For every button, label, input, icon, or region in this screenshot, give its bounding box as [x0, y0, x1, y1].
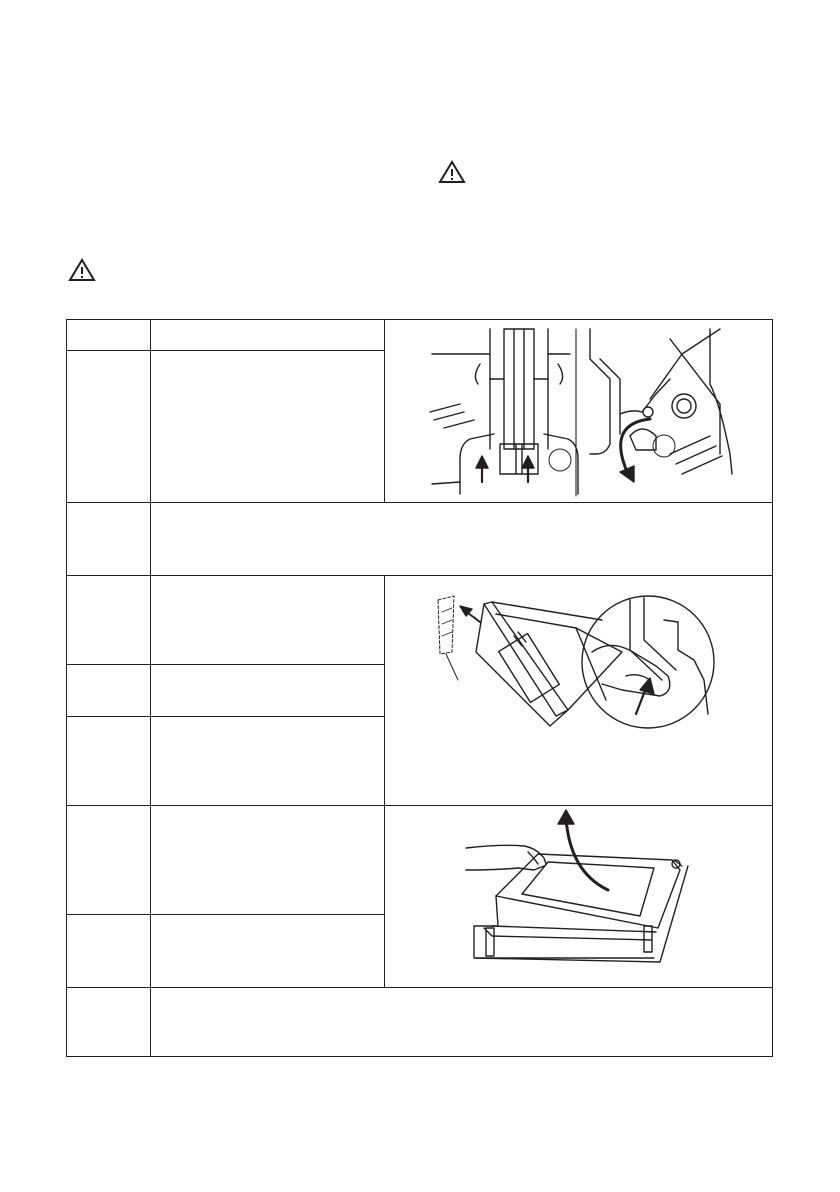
glass-panel-removal-illustration [462, 808, 702, 978]
figure-column-divider [384, 805, 385, 987]
step-column-divider [150, 319, 151, 1057]
figure-column-divider [384, 319, 385, 502]
door-hinge-illustration [420, 324, 770, 499]
warning-triangle-icon [68, 258, 96, 282]
door-tilt-illustration [426, 580, 726, 750]
row-divider [66, 914, 384, 915]
row-divider [66, 805, 773, 806]
row-divider [66, 716, 384, 717]
row-divider [66, 987, 773, 988]
row-divider [66, 350, 384, 351]
warning-triangle-icon [438, 160, 466, 184]
row-divider [66, 575, 773, 576]
figure-column-divider [384, 575, 385, 805]
row-divider [66, 502, 773, 503]
row-divider [66, 664, 384, 665]
